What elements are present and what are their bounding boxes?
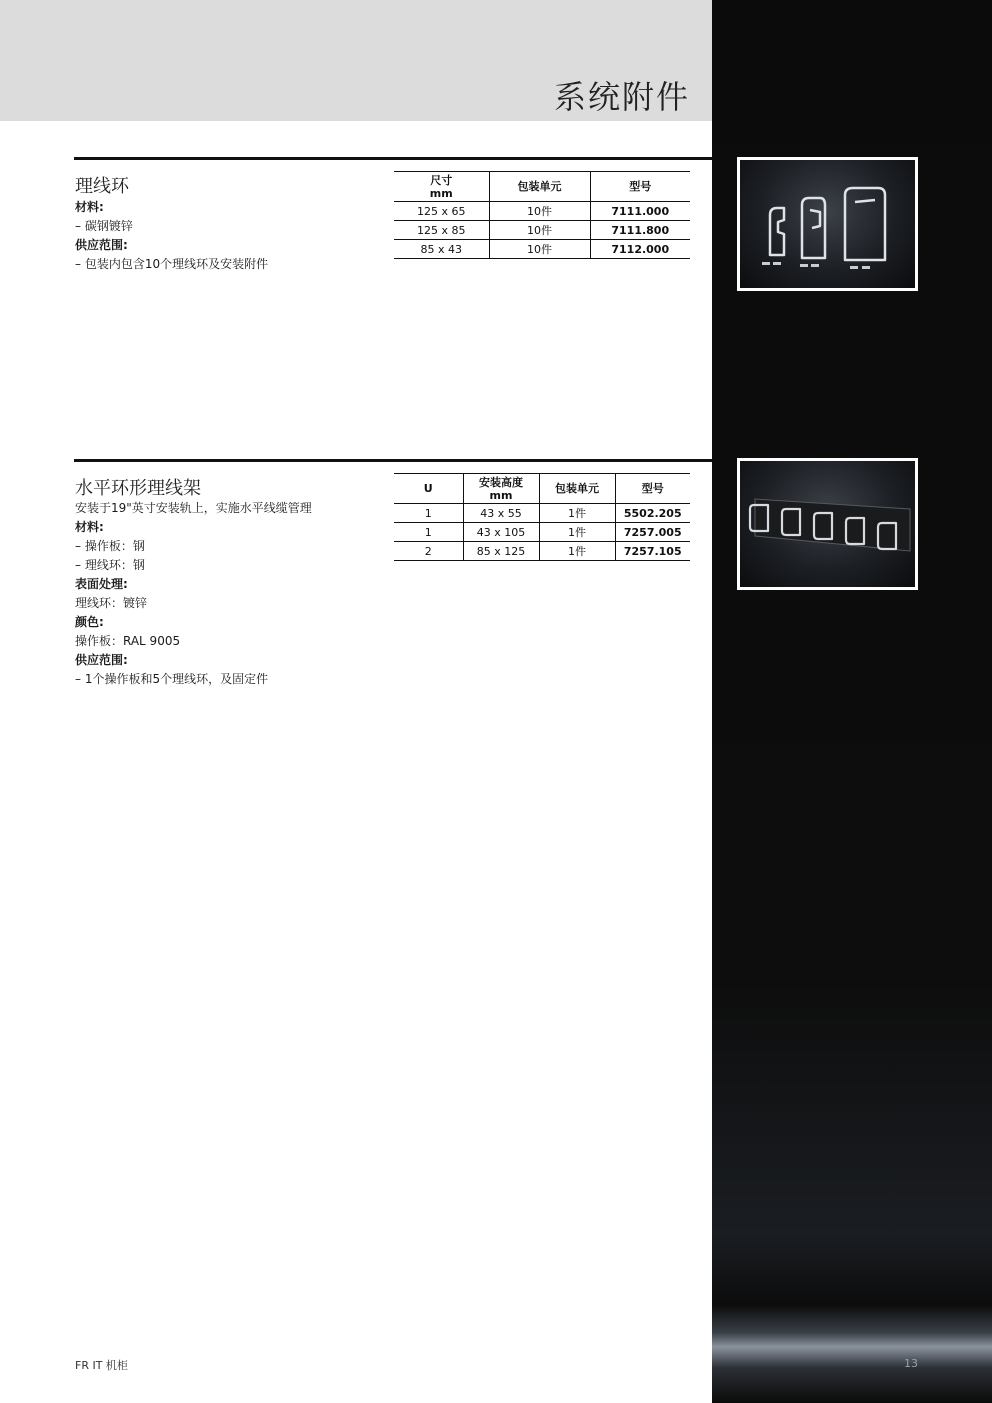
spec-heading: 供应范围: [75,238,128,252]
section-title-cable-rings: 理线环 [75,176,129,197]
table-cell: 10件 [489,202,590,221]
part-number-cell: 7257.005 [615,523,690,542]
cable-rings-illustration [740,160,915,288]
table-header: 安装高度 mm [463,474,539,504]
table-row [394,240,690,259]
table-header: U [394,474,463,504]
table-cell: 1 [394,504,463,523]
spec-line: – 碳钢镀锌 [75,219,133,233]
table-header: 型号 [590,172,690,202]
table-header: 型号 [615,474,690,504]
page-number: 13 [904,1357,918,1370]
spec-line: 操作板：RAL 9005 [75,634,181,648]
table-header: 包装单元 [539,474,615,504]
page-title: 系统附件 [553,78,690,116]
footer-label: FR IT 机柜 [75,1359,128,1372]
table-row [394,542,690,561]
spec-heading: 表面处理: [75,577,128,591]
spec-line: – 操作板：钢 [75,539,145,553]
table-row [394,221,690,240]
horizontal-manager-illustration [740,461,915,587]
table-header: 包装单元 [489,172,590,202]
table-row [394,202,690,221]
spec-heading: 颜色: [75,615,104,629]
table-cell: 85 x 43 [394,240,489,259]
section-divider [74,157,712,160]
table-cell: 43 x 105 [463,523,539,542]
spec-line: – 理线环：钢 [75,558,145,572]
table-cell: 1件 [539,523,615,542]
table-cell: 1件 [539,504,615,523]
product-table-cable-rings [394,171,690,259]
table-cell: 10件 [489,240,590,259]
section-title-horizontal-manager: 水平环形理线架 [75,478,201,499]
table-cell: 43 x 55 [463,504,539,523]
section-divider [74,459,712,462]
spec-line: 理线环：镀锌 [75,596,148,610]
table-row [394,523,690,542]
part-number-cell: 5502.205 [615,504,690,523]
table-row [394,504,690,523]
product-photo-cable-rings [737,157,918,291]
spec-line: 安装于19"英寸安装轨上，实施水平线缆管理 [75,501,312,515]
spec-heading: 材料: [75,200,104,214]
spec-heading: 材料: [75,520,104,534]
spec-line: – 包装内包含10个理线环及安装附件 [75,257,269,271]
spec-line: – 1个操作板和5个理线环，及固定件 [75,672,269,686]
table-cell: 125 x 85 [394,221,489,240]
part-number-cell: 7111.800 [590,221,690,240]
part-number-cell: 7257.105 [615,542,690,561]
table-cell: 85 x 125 [463,542,539,561]
spec-list-horizontal-manager [75,499,385,689]
table-cell: 125 x 65 [394,202,489,221]
table-cell: 2 [394,542,463,561]
part-number-cell: 7112.000 [590,240,690,259]
table-cell: 10件 [489,221,590,240]
table-cell: 1件 [539,542,615,561]
product-table-horizontal-manager [394,473,690,561]
table-header: 尺寸 mm [394,172,489,202]
product-photo-horizontal-manager [737,458,918,590]
spec-heading: 供应范围: [75,653,128,667]
spec-list-cable-rings [75,198,385,274]
table-cell: 1 [394,523,463,542]
part-number-cell: 7111.000 [590,202,690,221]
